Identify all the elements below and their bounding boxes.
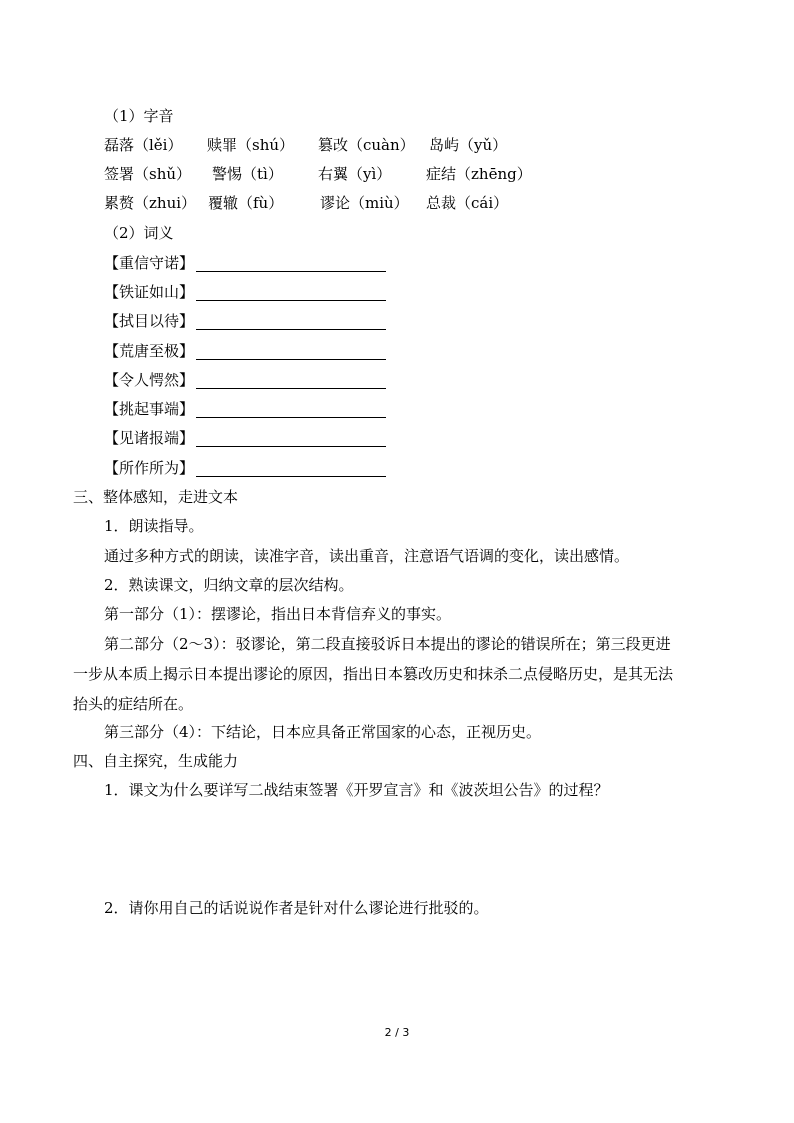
answer-blank[interactable] xyxy=(196,401,386,418)
pronunciation-item: 谬论（miù） xyxy=(320,194,409,212)
vocab-term: 【令人愕然】 xyxy=(104,371,195,389)
vocab-item xyxy=(104,282,386,302)
vocab-term: 【荒唐至极】 xyxy=(104,342,195,360)
pronunciation-item: 赎罪（shú） xyxy=(207,136,295,154)
question: 1．课文为什么要详写二战结束签署《开罗宣言》和《波茨坦公告》的过程？ xyxy=(104,781,609,799)
list-item: 1．朗读指导。 xyxy=(104,517,204,535)
pronunciation-item: 总裁（cái） xyxy=(426,194,509,212)
vocab-heading: （2）词义 xyxy=(104,224,174,242)
answer-blank[interactable] xyxy=(196,313,386,330)
pronunciation-item: 覆辙（fù） xyxy=(208,194,284,212)
vocab-item xyxy=(104,370,386,390)
pronunciation-item: 累赘（zhui） xyxy=(104,194,197,212)
pronunciation-item: 签署（shǔ） xyxy=(104,165,192,183)
vocab-term: 【重信守诺】 xyxy=(104,254,195,272)
vocab-item xyxy=(104,428,386,448)
pronunciation-item: 岛屿（yǔ） xyxy=(429,136,508,154)
answer-blank[interactable] xyxy=(196,284,386,301)
vocab-term: 【所作所为】 xyxy=(104,459,195,477)
pronunciation-item: 篡改（cuàn） xyxy=(318,136,415,154)
pronunciation-item: 右翼（yì） xyxy=(318,165,392,183)
pronunciation-item: 警惕（tì） xyxy=(212,165,283,183)
answer-blank[interactable] xyxy=(196,460,386,477)
vocab-item xyxy=(104,311,386,331)
answer-blank[interactable] xyxy=(196,255,386,272)
answer-blank[interactable] xyxy=(196,343,386,360)
page-number: 2 / 3 xyxy=(384,1026,410,1039)
question: 2．请你用自己的话说说作者是针对什么谬论进行批驳的。 xyxy=(104,899,489,917)
vocab-item xyxy=(104,458,386,478)
answer-blank[interactable] xyxy=(196,372,386,389)
pronunciation-heading: （1）字音 xyxy=(104,107,174,125)
vocab-term: 【拭目以待】 xyxy=(104,312,195,330)
pronunciation-item: 症结（zhēng） xyxy=(426,165,532,183)
list-item: 2．熟读课文，归纳文章的层次结构。 xyxy=(104,576,354,594)
pronunciation-item: 磊落（lěi） xyxy=(104,136,183,154)
vocab-term: 【铁证如山】 xyxy=(104,283,195,301)
vocab-term: 【见诸报端】 xyxy=(104,429,195,447)
paragraph: 第三部分（4）：下结论，日本应具备正常国家的心态，正视历史。 xyxy=(104,723,542,741)
section-heading: 四、自主探究，生成能力 xyxy=(73,752,239,770)
paragraph: 第二部分（2～3）：驳谬论，第二段直接驳诉日本提出的谬论的错误所在；第三段更进一步从本质上揭示日本提出谬论的原因，指出日本篡改历史和抹杀二点侵略历史，是其无法抬头的症结所在。 xyxy=(73,635,674,713)
vocab-item xyxy=(104,341,386,361)
paragraph: 第一部分（1）：摆谬论，指出日本背信弃义的事实。 xyxy=(104,605,452,623)
vocab-item xyxy=(104,399,386,419)
section-heading: 三、整体感知，走进文本 xyxy=(73,488,239,506)
vocab-term: 【挑起事端】 xyxy=(104,400,195,418)
vocab-item xyxy=(104,253,386,273)
paragraph: 通过多种方式的朗读，读准字音，读出重音，注意语气语调的变化，读出感情。 xyxy=(104,547,630,565)
answer-blank[interactable] xyxy=(196,430,386,447)
